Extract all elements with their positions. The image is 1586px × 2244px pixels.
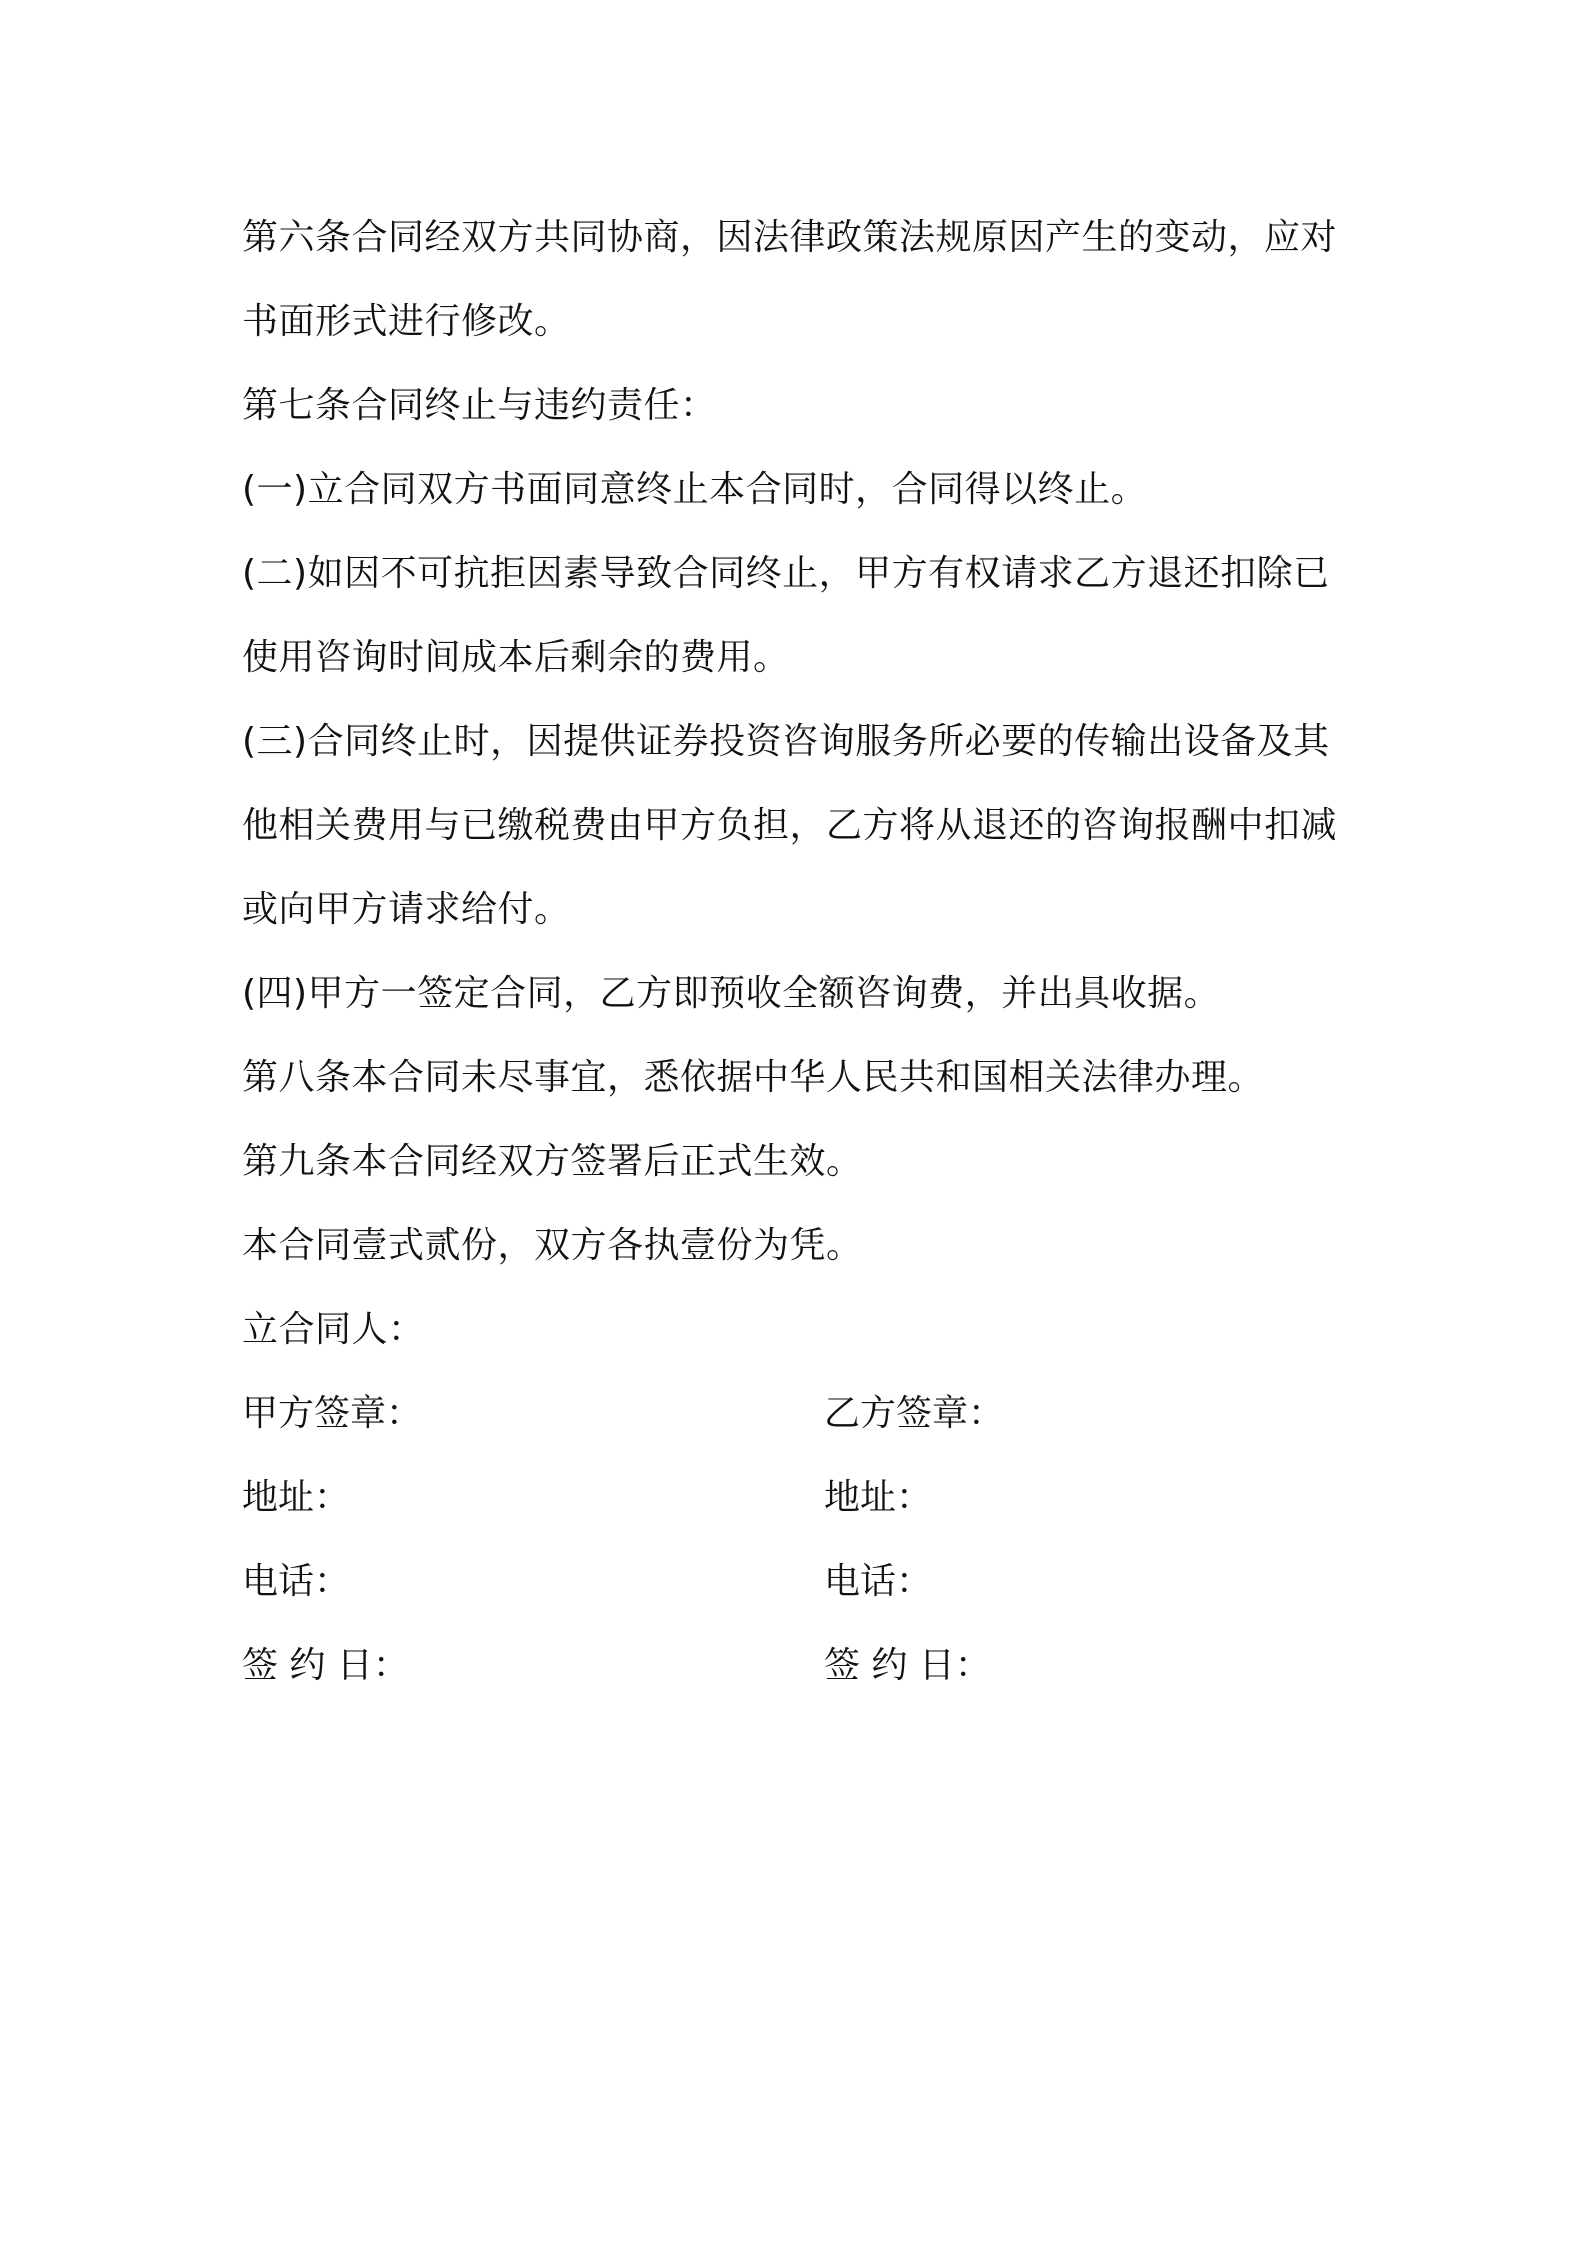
signature-address-row (242, 1456, 1362, 1540)
contract-body (242, 196, 1362, 1708)
clause-7-item-4: (四)甲方一签定合同，乙方即预收全额咨询费，并出具收据。 (242, 973, 1221, 1014)
clause-9: 第九条本合同经双方签署后正式生效。 (242, 1141, 863, 1182)
party-a-seal-label: 甲方签章： (242, 1393, 423, 1434)
contracting-parties-label: 立合同人： (242, 1309, 425, 1350)
clause-7-item-3-line-1: (三)合同终止时，因提供证券投资咨询服务所必要的传输出设备及其 (242, 721, 1330, 762)
signature-seal-row (242, 1372, 1362, 1456)
party-a-phone-label: 电话： (242, 1561, 351, 1602)
party-a-date-label: 签 约 日： (242, 1645, 409, 1686)
clause-6-line-1: 第六条合同经双方共同协商，因法律政策法规原因产生的变动，应对 (242, 217, 1338, 258)
signature-phone-row (242, 1540, 1362, 1624)
party-b-phone-label: 电话： (824, 1561, 933, 1602)
clause-8: 第八条本合同未尽事宜，悉依据中华人民共和国相关法律办理。 (242, 1057, 1265, 1098)
clause-7-item-2-line-2: 使用咨询时间成本后剩余的费用。 (242, 637, 790, 678)
clause-7-item-3-line-2: 他相关费用与已缴税费由甲方负担，乙方将从退还的咨询报酬中扣减 (242, 805, 1338, 846)
clause-7-item-1: (一)立合同双方书面同意终止本合同时，合同得以终止。 (242, 469, 1148, 510)
clause-7-item-2-line-1: (二)如因不可抗拒因素导致合同终止，甲方有权请求乙方退还扣除已 (242, 553, 1330, 594)
copies-statement: 本合同壹式贰份，双方各执壹份为凭。 (242, 1225, 863, 1266)
party-a-address-label: 地址： (242, 1477, 351, 1518)
party-b-seal-label: 乙方签章： (824, 1393, 1005, 1434)
party-b-date-label: 签 约 日： (824, 1645, 991, 1686)
clause-7-item-3-line-3: 或向甲方请求给付。 (242, 889, 571, 930)
party-b-address-label: 地址： (824, 1477, 933, 1518)
clause-6-line-2: 书面形式进行修改。 (242, 301, 571, 342)
clause-7-heading: 第七条合同终止与违约责任： (242, 385, 717, 426)
signature-date-row (242, 1624, 1362, 1708)
